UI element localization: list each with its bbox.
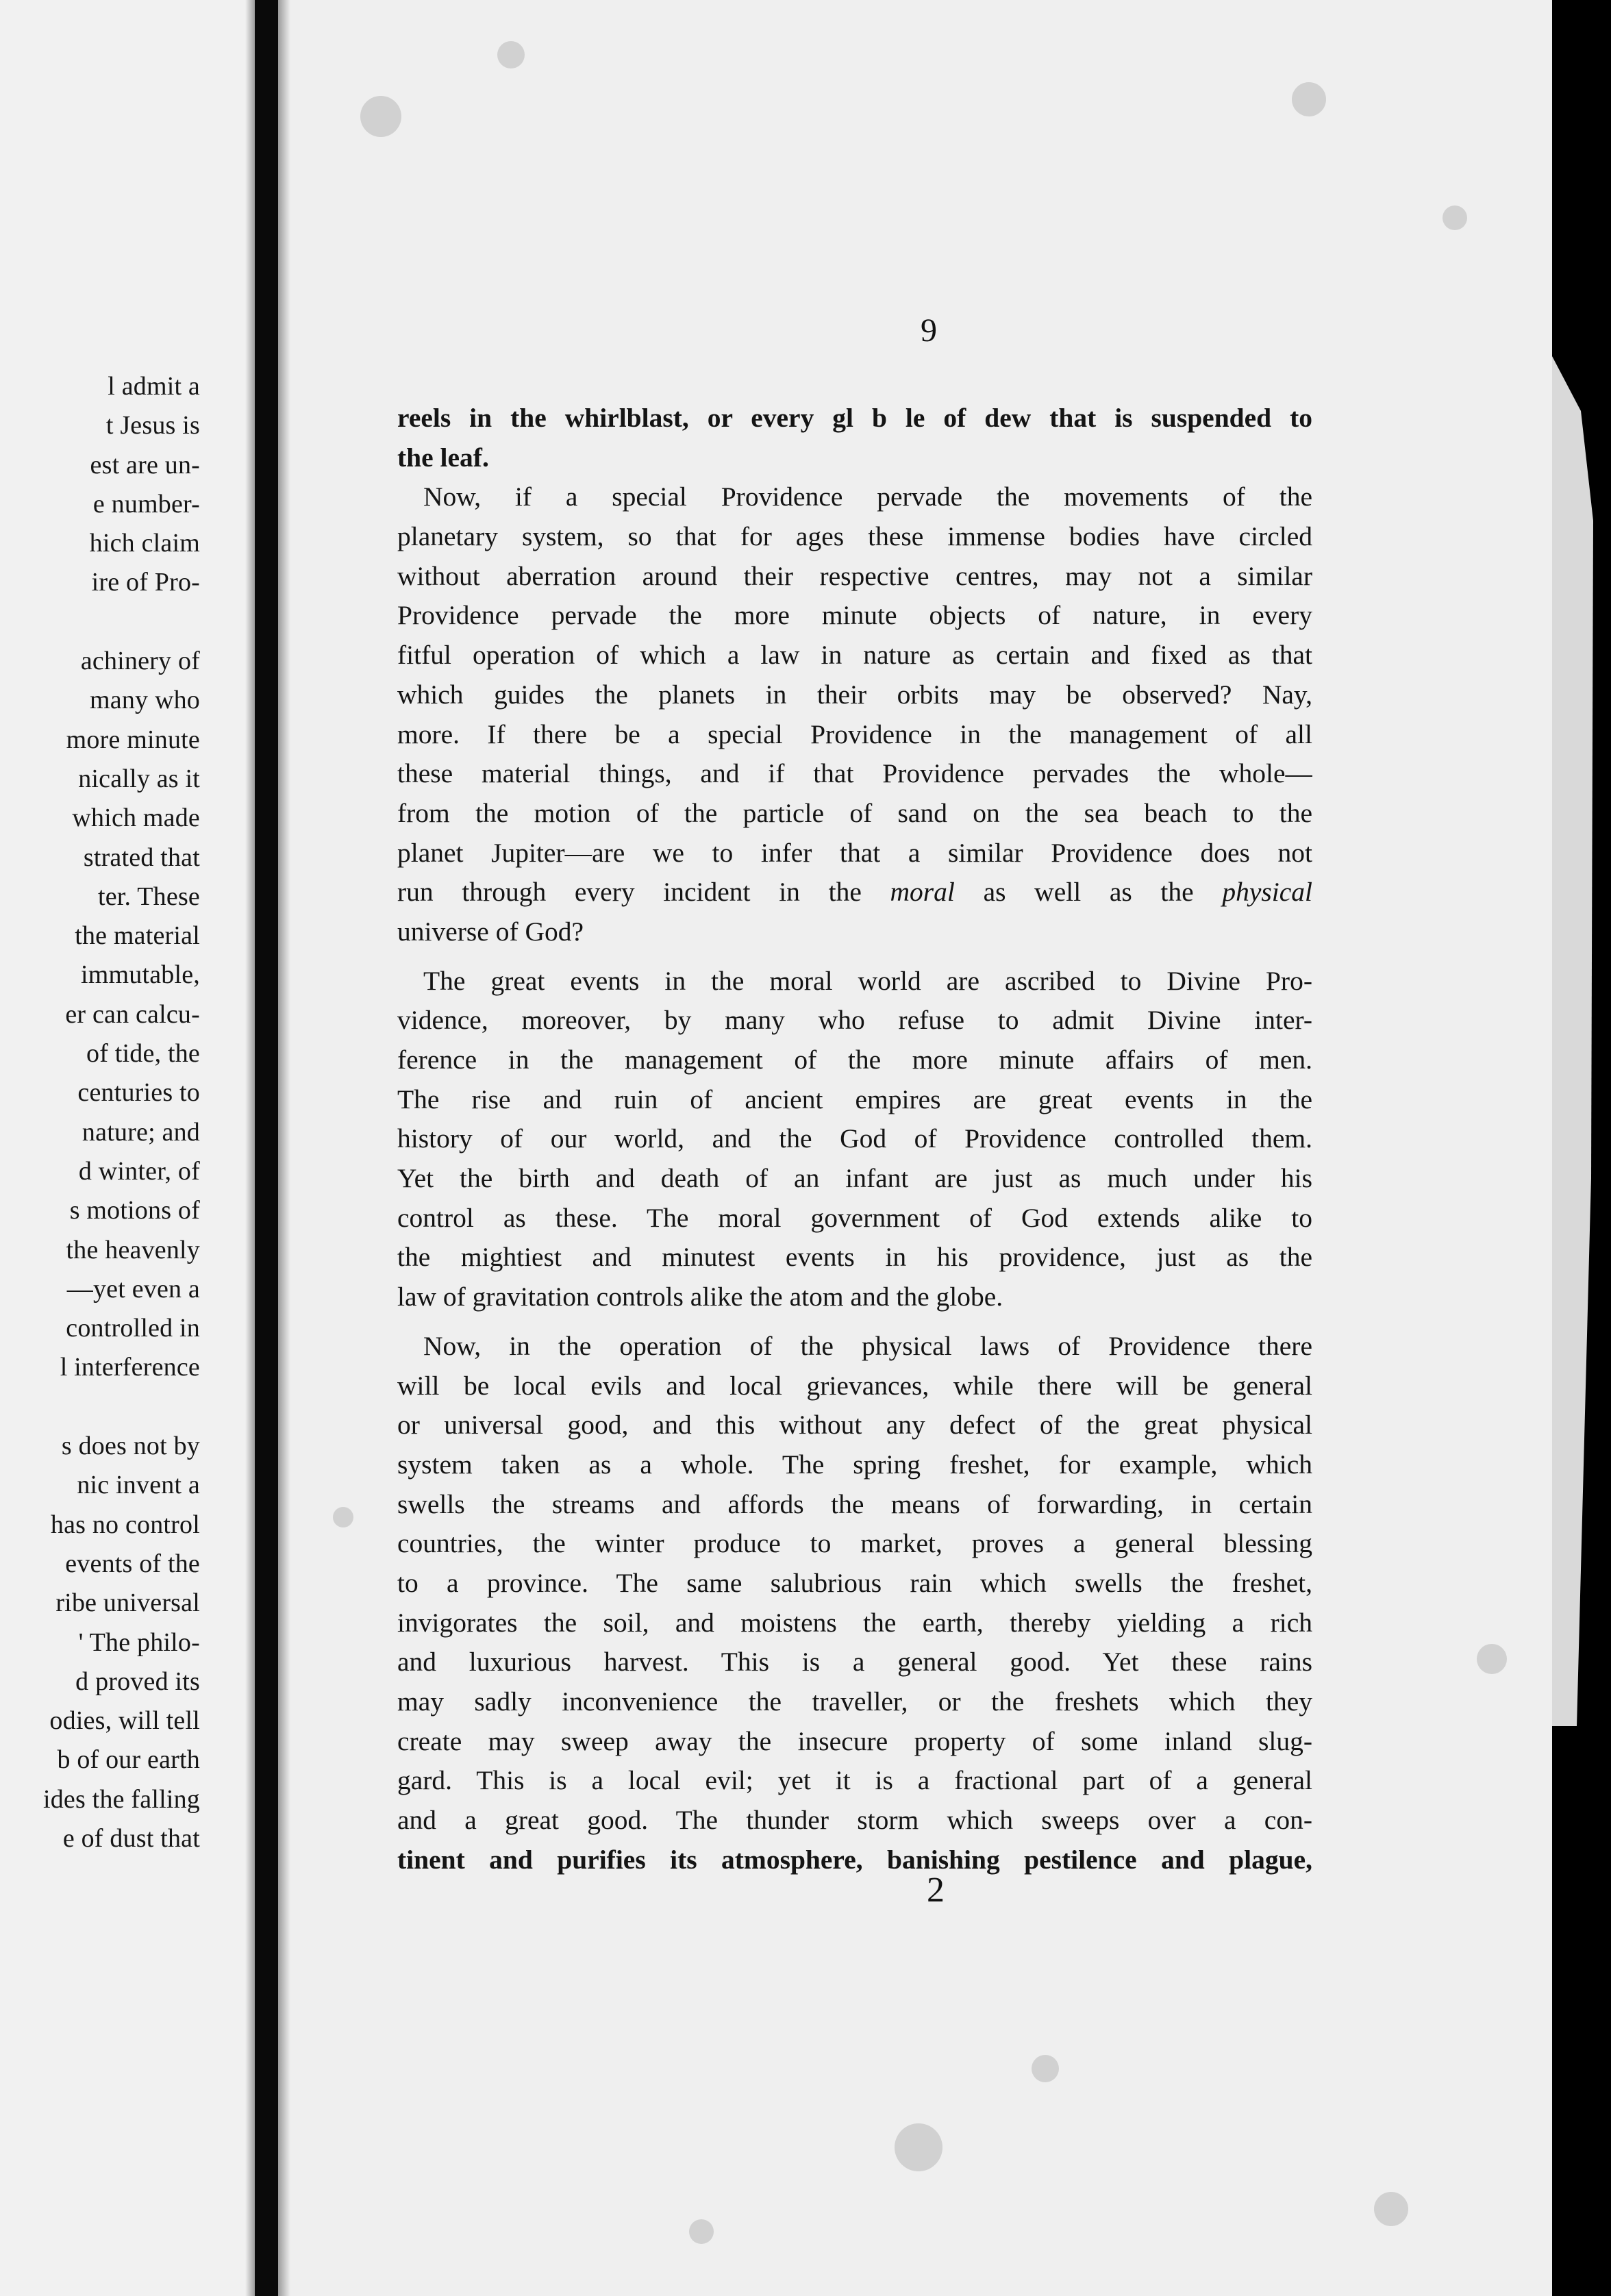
- text-line: swells the streams and affords the means of forwarding, in certain: [397, 1488, 1312, 1519]
- text-line: vidence, moreover, by many who refuse to admit Divine inter-: [397, 1005, 1312, 1036]
- left-page-line: ire of Pro-: [91, 568, 200, 597]
- right-page: [278, 0, 1552, 2296]
- text-line: invigorates the soil, and moistens the earth, thereby yielding a rich: [397, 1607, 1312, 1638]
- text-line: fitful operation of which a law in nature as certain and fixed as that: [397, 640, 1312, 671]
- left-page-fragment: [0, 0, 255, 2296]
- left-page-line: —yet even a: [66, 1274, 200, 1303]
- text-line: The great events in the moral world are ascribed to Divine Pro-: [423, 965, 1312, 996]
- paper-speckle: [333, 1507, 353, 1527]
- left-page-line: s motions of: [69, 1196, 200, 1225]
- text-line: universe of God?: [397, 916, 584, 947]
- left-page-line: centuries to: [77, 1078, 200, 1108]
- left-page-line: e of dust that: [62, 1823, 200, 1853]
- text-line: system taken as a whole. The spring freshet, for example, which: [397, 1449, 1312, 1480]
- text-line: and a great good. The thunder storm which sweeps over a con-: [397, 1805, 1312, 1836]
- text-line: law of gravitation controls alike the atom and the globe.: [397, 1282, 1003, 1312]
- paper-speckle: [360, 96, 401, 137]
- left-page-line: ter. These: [97, 882, 200, 911]
- text-line: Yet the birth and death of an infant are just as much under his: [397, 1163, 1312, 1194]
- text-line: planetary system, so that for ages these immense bodies have circled: [397, 521, 1312, 552]
- left-page-line: the material: [75, 921, 200, 951]
- italic-word: moral: [890, 877, 955, 908]
- left-page-line: controlled in: [66, 1314, 200, 1343]
- text-line: the mightiest and minutest events in his providence, just as the: [397, 1242, 1312, 1273]
- text-line: planet Jupiter—are we to infer that a similar Providence does not: [397, 837, 1312, 868]
- left-page-line: [0, 1388, 200, 1427]
- left-page-line: which made: [72, 803, 200, 833]
- text-line: the leaf.: [397, 442, 489, 473]
- paper-speckle: [1374, 2192, 1408, 2226]
- left-page-line: events of the: [65, 1549, 200, 1578]
- text-line: more. If there be a special Providence in the management of all: [397, 719, 1312, 749]
- text-line: control as these. The moral government of God extends alike to: [397, 1202, 1312, 1233]
- text-line: tinent and purifies its atmosphere, banishing pestilence and plague,: [397, 1844, 1312, 1875]
- text-line: gard. This is a local evil; yet it is a fractional part of a general: [397, 1765, 1312, 1796]
- text-line: Providence pervade the more minute objects of nature, in every: [397, 600, 1312, 631]
- book-gutter: [255, 0, 278, 2296]
- text-line: will be local evils and local grievances, while there will be general: [397, 1370, 1312, 1401]
- text-line: Now, in the operation of the physical laws of Providence there: [423, 1330, 1312, 1361]
- left-page-line: immutable,: [80, 960, 200, 990]
- text-line: countries, the winter produce to market, proves a general blessing: [397, 1528, 1312, 1559]
- left-page-line: ' The philo-: [78, 1627, 200, 1657]
- left-page-line: est are un-: [90, 450, 200, 479]
- paper-speckle: [497, 41, 525, 68]
- left-page-line: l admit a: [108, 372, 200, 401]
- left-page-line: ides the falling: [42, 1784, 200, 1814]
- left-page-line: the heavenly: [66, 1235, 200, 1264]
- text-line: may sadly inconvenience the traveller, or the freshets which they: [397, 1686, 1312, 1717]
- left-page-line: t Jesus is: [105, 411, 200, 440]
- left-page-line: strated that: [83, 843, 200, 872]
- italic-word: physical: [1222, 877, 1312, 908]
- left-page-line: nature; and: [82, 1117, 200, 1147]
- left-page-line: of tide, the: [86, 1039, 200, 1069]
- left-page-line: hich claim: [89, 529, 200, 558]
- left-page-line: er can calcu-: [65, 999, 200, 1029]
- text-line: without aberration around their respective centres, may not a similar: [397, 560, 1312, 591]
- paper-speckle: [1477, 1644, 1507, 1674]
- left-page-line: b of our earth: [57, 1745, 200, 1775]
- text-line: Now, if a special Providence pervade the movements of the: [423, 482, 1312, 512]
- left-page-line: d proved its: [75, 1667, 200, 1696]
- left-page-line: achinery of: [80, 647, 200, 676]
- left-page-line: has no control: [50, 1510, 200, 1539]
- page-edge: [1552, 356, 1593, 1726]
- paper-speckle: [895, 2123, 942, 2171]
- text-line: history of our world, and the God of Providence controlled them.: [397, 1123, 1312, 1154]
- paper-speckle: [1443, 205, 1467, 230]
- paper-speckle: [689, 2219, 714, 2244]
- signature-mark: 2: [927, 1871, 945, 1910]
- text-line: The rise and ruin of ancient empires are great events in the: [397, 1084, 1312, 1114]
- body-text: [397, 399, 1312, 1880]
- left-page-line: d winter, of: [78, 1156, 200, 1186]
- left-page-line: nically as it: [78, 764, 200, 793]
- text-line: create may sweep away the insecure property of some inland slug-: [397, 1725, 1312, 1756]
- text-line: run through every incident in the moral as well as the physical: [397, 877, 1312, 908]
- left-page-line: [0, 603, 200, 642]
- text-line: to a province. The same salubrious rain which swells the freshet,: [397, 1567, 1312, 1598]
- page-number: 9: [921, 312, 937, 349]
- paper-speckle: [1032, 2055, 1059, 2082]
- text-line: or universal good, and this without any defect of the great physical: [397, 1410, 1312, 1440]
- text-line: reels in the whirlblast, or every gl b le of dew that is suspended to: [397, 403, 1312, 433]
- left-page-line: nic invent a: [77, 1471, 200, 1500]
- text-line: these material things, and if that Providence pervades the whole—: [397, 758, 1312, 789]
- left-page-line: e number-: [92, 489, 200, 519]
- text-line: which guides the planets in their orbits may be observed? Nay,: [397, 679, 1312, 710]
- text-line: from the motion of the particle of sand on the sea beach to the: [397, 797, 1312, 828]
- paper-speckle: [1292, 82, 1326, 116]
- left-page-line: ribe universal: [55, 1588, 200, 1618]
- text-line: ference in the management of the more minute affairs of men.: [397, 1045, 1312, 1075]
- left-page-line: l interference: [60, 1353, 200, 1382]
- left-page-line: more minute: [66, 725, 200, 754]
- left-page-line: odies, will tell: [49, 1706, 200, 1736]
- left-page-line: many who: [90, 686, 200, 715]
- text-line: and luxurious harvest. This is a general good. Yet these rains: [397, 1647, 1312, 1677]
- left-page-line: s does not by: [61, 1432, 200, 1461]
- left-page-text-column: [0, 367, 200, 1858]
